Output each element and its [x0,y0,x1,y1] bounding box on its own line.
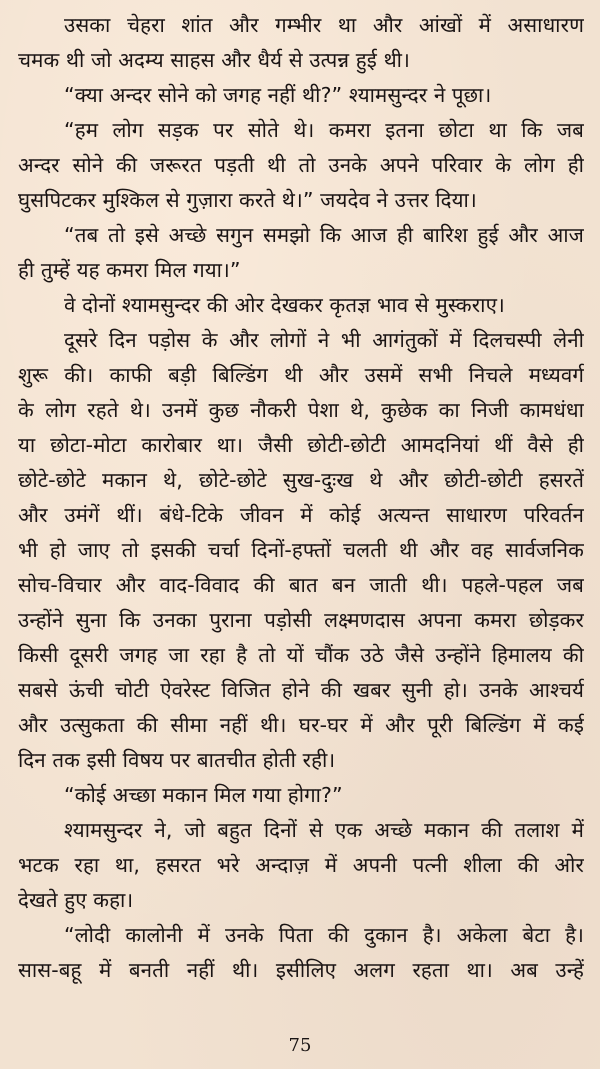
text-line: चमक थी जो अदम्य साहस और धैर्य से उत्पन्न हुई थी। [18,48,410,72]
text-line: भी हो जाए तो इसकी चर्चा दिनों-हफ्तों चलती थी और वह सार्वजनिक [18,538,584,562]
text-line: उसका चेहरा शांत और गम्भीर था और आंखों में असाधारण [64,13,584,37]
text-line: शुरू की। काफी बड़ी बिल्डिंग थी और उसमें सभी निचले मध्यवर्ग [18,363,584,387]
text-line: छोटे-छोटे मकान थे, छोटे-छोटे सुख-दुःख थे और छोटी-छोटी हसरतें [18,468,584,492]
text-line: “कोई अच्छा मकान मिल गया होगा?” [64,783,343,807]
text-line: “क्या अन्दर सोने को जगह नहीं थी?” श्यामसुन्दर ने पूछा। [64,83,492,107]
text-line: देखते हुए कहा। [18,888,134,912]
text-line: “लोदी कालोनी में उनके पिता की दुकान है। अकेला बेटा है। [64,923,584,947]
page-number: 75 [288,1035,312,1056]
text-line: श्यामसुन्दर ने, जो बहुत दिनों से एक अच्छे मकान की तलाश में [64,818,584,842]
text-line: दूसरे दिन पड़ोस के और लोगों ने भी आगंतुकों में दिलचस्पी लेनी [64,328,584,352]
text-line: अन्दर सोने की जरूरत पड़ती थी तो उनके अपने परिवार के लोग ही [18,153,584,177]
text-line: सबसे ऊंची चोटी ऐवरेस्ट विजित होने की खबर सुनी हो। उनके आश्चर्य [18,678,584,702]
text-line: सोच-विचार और वाद-विवाद की बात बन जाती थी। पहले-पहल जब [18,573,584,597]
text-line: भटक रहा था, हसरत भरे अन्दाज़ में अपनी पत्नी शीला की ओर [18,853,584,877]
text-line: या छोटा-मोटा कारोबार था। जैसी छोटी-छोटी आमदनियां थीं वैसे ही [18,433,584,457]
text-line: सास-बहू में बनती नहीं थी। इसीलिए अलग रहता था। अब उन्हें [18,958,584,982]
text-line: घुसपिटकर मुश्किल से गुज़ारा करते थे।” जयदेव ने उत्तर दिया। [18,188,477,212]
text-line: और उत्सुकता की सीमा नहीं थी। घर-घर में और पूरी बिल्डिंग में कई [18,713,584,737]
text-line: “तब तो इसे अच्छे सगुन समझो कि आज ही बारिश हुई और आज [64,223,584,247]
text-line: वे दोनों श्यामसुन्दर की ओर देखकर कृतज्ञ भाव से मुस्कराए। [64,293,505,317]
text-line: ही तुम्हें यह कमरा मिल गया।” [18,258,241,282]
text-line: के लोग रहते थे। उनमें कुछ नौकरी पेशा थे, कुछेक का निजी कामधंधा [18,398,584,422]
text-line: उन्होंने सुना कि उनका पुराना पड़ोसी लक्ष्मणदास अपना कमरा छोड़कर [18,608,584,632]
text-line: और उमंगें थीं। बंधे-टिके जीवन में कोई अत्यन्त साधारण परिवर्तन [18,503,584,527]
text-line: दिन तक इसी विषय पर बातचीत होती रही। [18,748,336,772]
text-line: “हम लोग सड़क पर सोते थे। कमरा इतना छोटा था कि जब [64,118,584,142]
text-line: किसी दूसरी जगह जा रहा है तो यों चौंक उठे जैसे उन्होंने हिमालय की [18,643,584,667]
body-text [18,8,584,988]
